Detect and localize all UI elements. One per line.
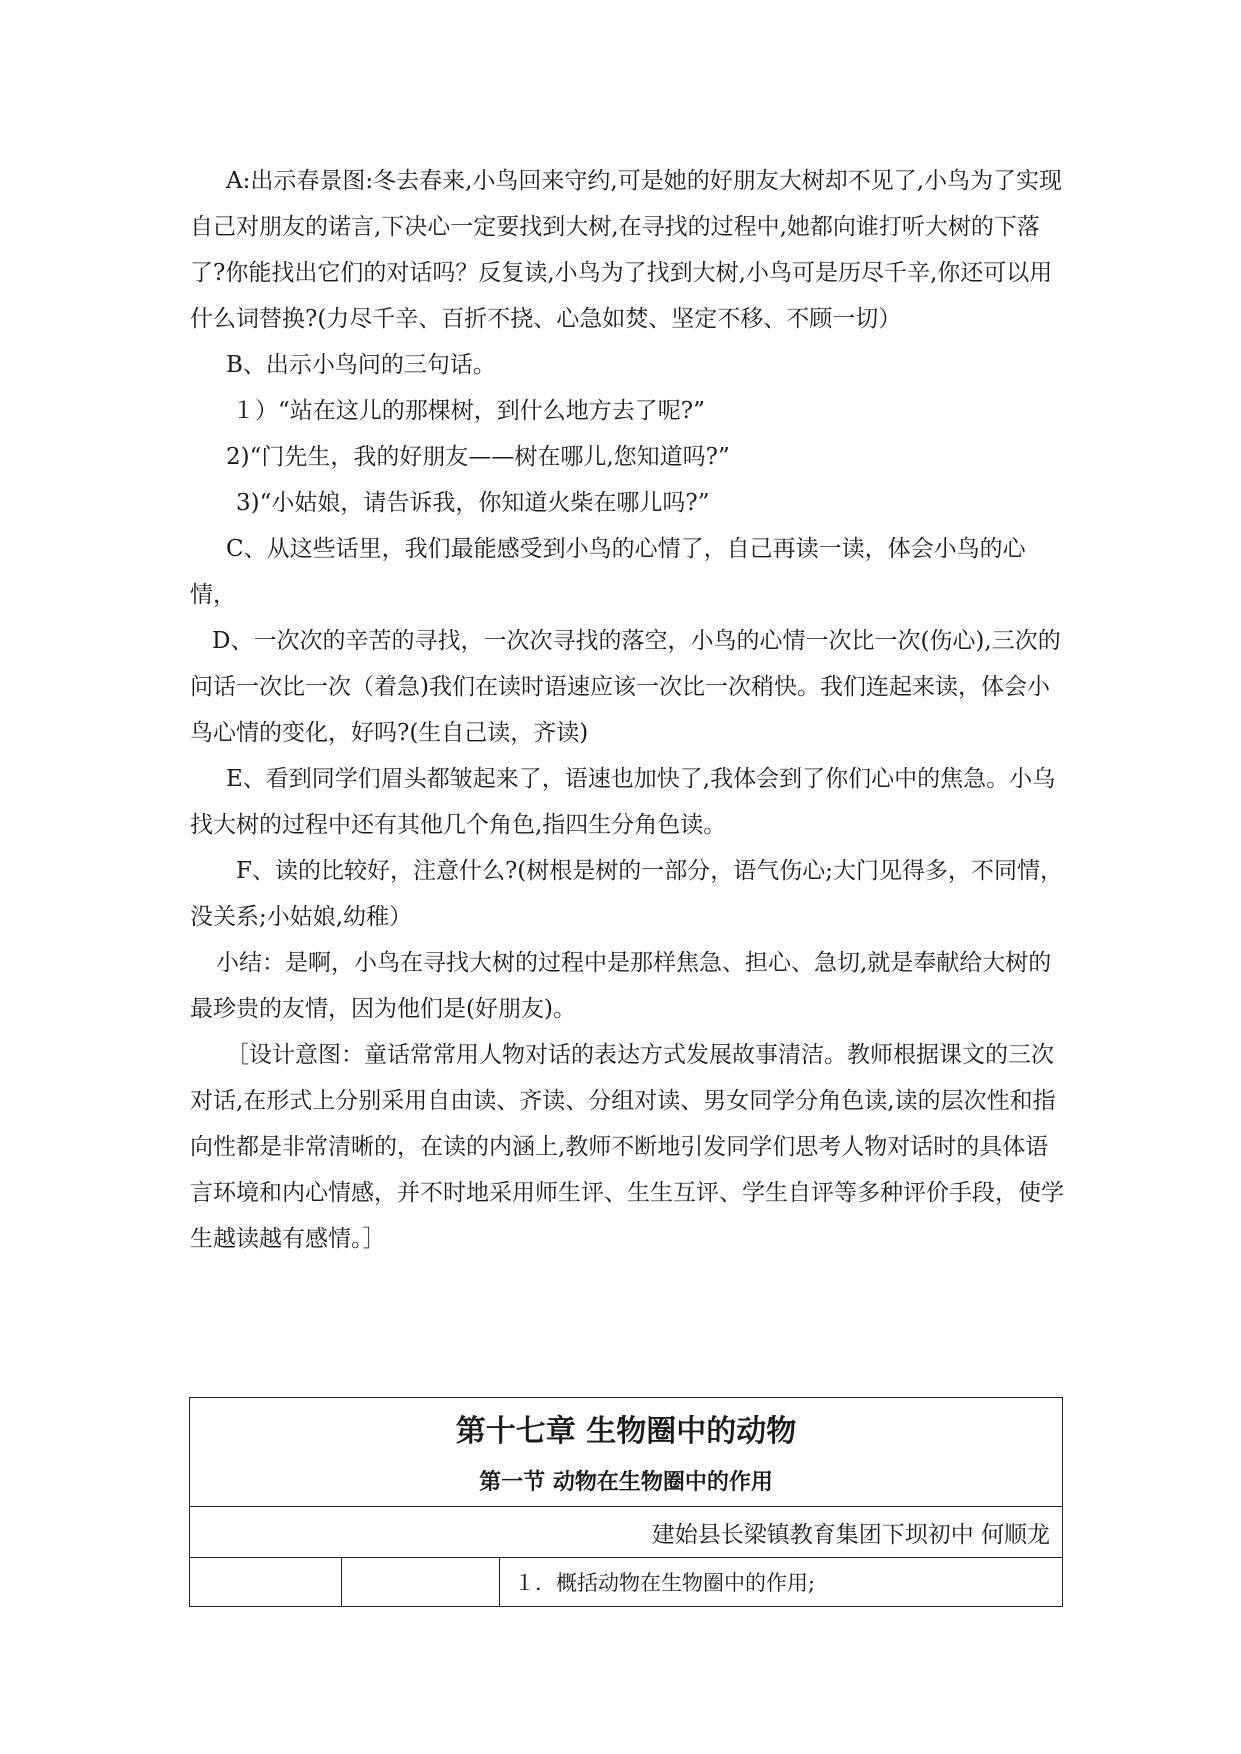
empty-cell-1 xyxy=(190,1558,342,1607)
question-2: 2)“门先生，我的好朋友——树在哪儿,您知道吗?” xyxy=(226,444,730,470)
question-1: １）“站在这儿的那棵树，到什么地方去了呢?” xyxy=(232,398,705,424)
paragraph-f: F、读的比较好，注意什么?(树根是树的一部分，语气伤心;大门见得多，不同情，没关系;小姑娘,幼稚） xyxy=(190,858,1064,930)
title-cell xyxy=(190,1398,1063,1507)
section-title: 第一节 动物在生物圈中的作用 xyxy=(479,1470,773,1495)
lesson-plan-table xyxy=(189,1397,1063,1607)
lesson-body-text xyxy=(190,158,1070,1262)
author-row xyxy=(190,1507,1063,1558)
empty-cell-2 xyxy=(342,1558,500,1607)
author-cell: 建始县长梁镇教育集团下坝初中 何顺龙 xyxy=(190,1507,1063,1558)
title-row xyxy=(190,1398,1063,1507)
paragraph-a: A:出示春景图:冬去春来,小鸟回来守约,可是她的好朋友大树却不见了,小鸟为了实现自己对朋友的诺言,下决心一定要找到大树,在寻找的过程中,她都向谁打听大树的下落了?你能找出它们的对话吗？反复读,小鸟为了找到大树,小鸟可是历尽千辛,你还可以用什么词替换?(力尽千辛、百折不挠、心急如焚、坚定不移、不顾一切） xyxy=(190,168,1063,332)
paragraph-e: E、看到同学们眉头都皱起来了，语速也加快了,我体会到了你们心中的焦急。小乌找大树的过程中还有其他几个角色,指四生分角色读。 xyxy=(190,766,1056,838)
summary-paragraph: 小结：是啊，小鸟在寻找大树的过程中是那样焦急、担心、急切,就是奉献给大树的最珍贵的友情，因为他们是(好朋友)。 xyxy=(190,950,1052,1022)
goal-cell: １．概括动物在生物圈中的作用; xyxy=(500,1558,1063,1607)
goal-row xyxy=(190,1558,1063,1607)
design-intent-paragraph: ［设计意图：童话常常用人物对话的表达方式发展故事清洁。教师根据课文的三次对话,在形式上分别采用自由读、齐读、分组对读、男女同学分角色读,读的层次性和指向性都是非常清晰的，在读的内涵上,教师不断地引发同学们思考人物对话时的具体语言环境和内心情感，并不时地采用师生评、生生互评、学生自评等多种评价手段，使学生越读越有感情。］ xyxy=(190,1042,1064,1252)
paragraph-b: B、出示小鸟问的三句话。 xyxy=(226,352,496,378)
paragraph-c: C、从这些话里，我们最能感受到小鸟的心情了，自己再读一读，体会小鸟的心情， xyxy=(190,536,1026,608)
question-3: 3)“小姑娘，请告诉我，你知道火柴在哪儿吗?” xyxy=(236,490,710,516)
paragraph-d: D、一次次的辛苦的寻找，一次次寻找的落空，小鸟的心情一次比一次(伤心),三次的问话一次比一次（着急)我们在读时语速应该一次比一次稍快。我们连起来读，体会小鸟心情的变化，好吗?(生自己读，齐读) xyxy=(190,628,1061,746)
chapter-title: 第十七章 生物圈中的动物 xyxy=(455,1414,797,1449)
